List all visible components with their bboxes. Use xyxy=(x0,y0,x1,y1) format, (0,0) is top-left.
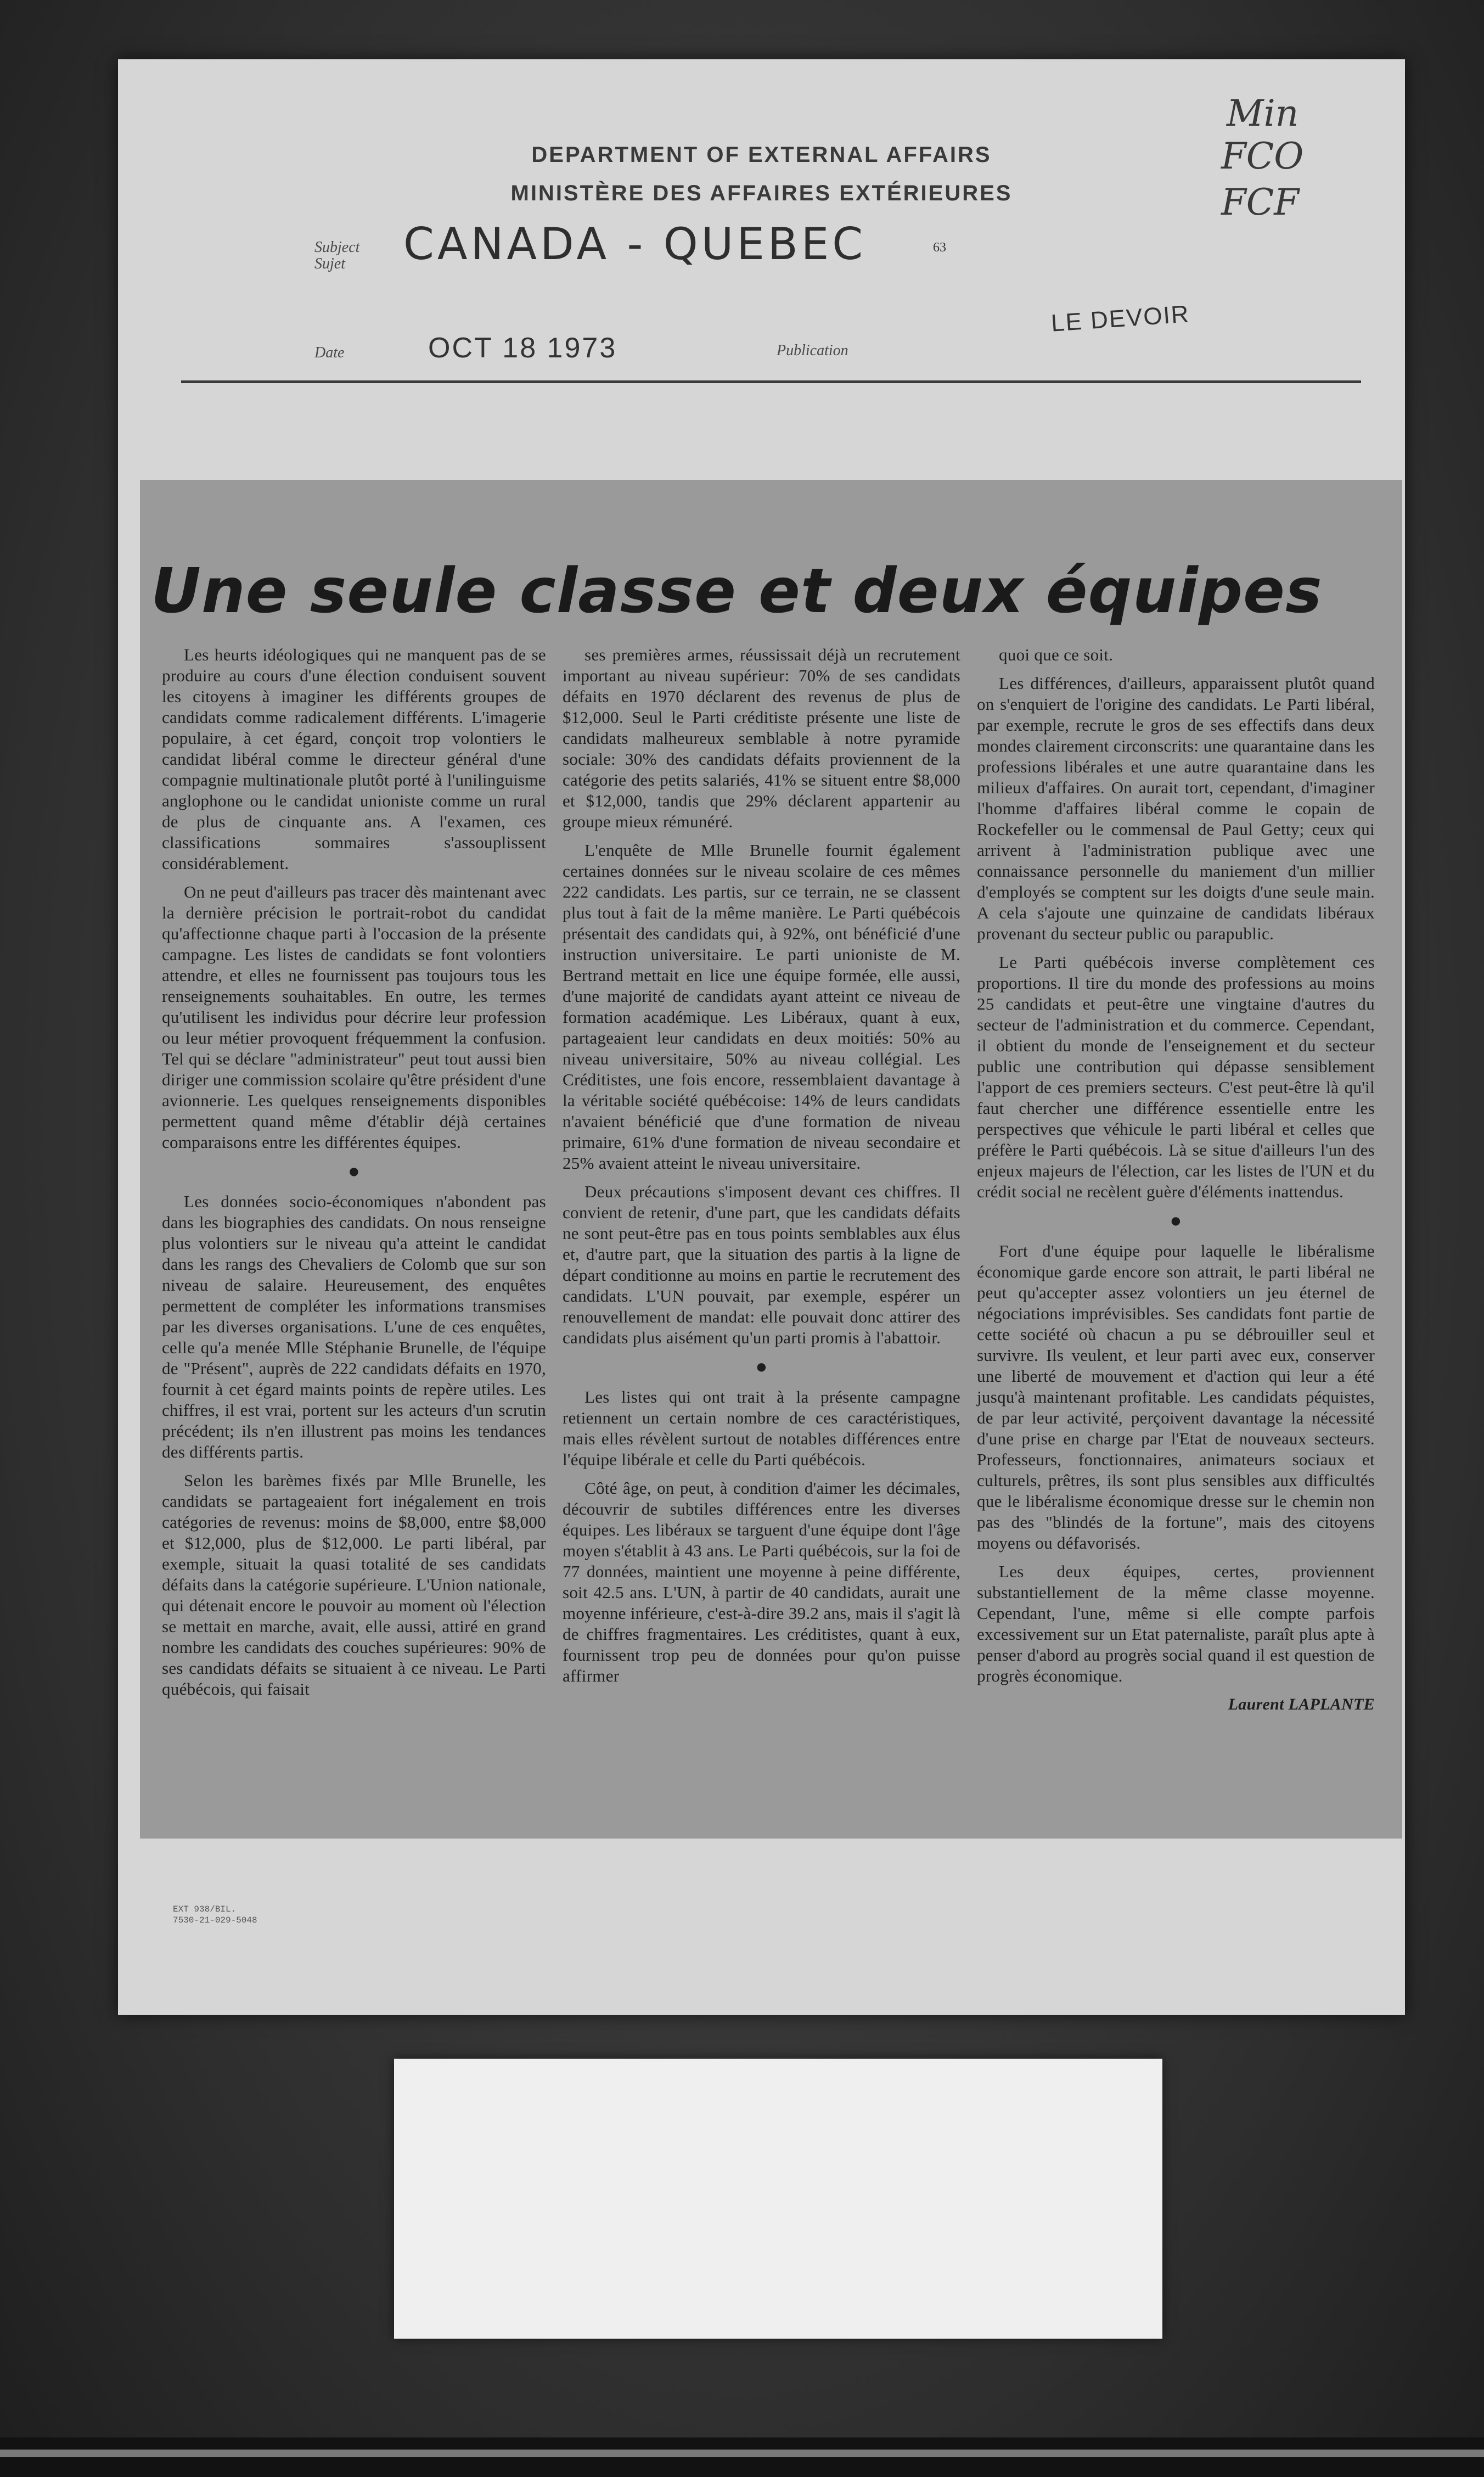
handwritten-code-3: FCF xyxy=(1221,181,1300,223)
department-title-en: DEPARTMENT OF EXTERNAL AFFAIRS xyxy=(531,143,992,167)
paragraph: Selon les barèmes fixés par Mlle Brunelle, les candidats se partageaient fort inégalement en trois catégories de revenus: moins de $8,000, entre $8,000 et $12,000, plus de $12,000. Le parti libéral, par exemple, situait la quasi totalité de ses candidats défaits dans la catégorie supérieure. L'Union nationale, qui détenait encore le pouvoir au moment où l'élection se mettait en marche, avait, elle aussi, attiré en grand nombre les candidats des couches supérieures: 90% de ses candidats défaits se situaient à ce niveau. Le Parti québécois, qui faisait xyxy=(162,1471,546,1699)
subject-label-en: Subject xyxy=(314,239,360,256)
form-number-line-2: 7530-21-029-5048 xyxy=(173,1915,257,1925)
handwritten-code-1: Min xyxy=(1227,92,1299,135)
author-byline: Laurent LAPLANTE xyxy=(1228,1695,1375,1713)
handwritten-code-2: FCO xyxy=(1221,135,1304,177)
newspaper-clipping xyxy=(140,480,1402,1839)
paragraph: Les différences, d'ailleurs, apparaissent plutôt quand on s'enquiert de l'origine des candidats. Le Parti libéral, par exemple, recrute le gros de ses effectifs dans deux mondes clairement circonscrits: une quarantaine dans les professions libérales et une autre quarantaine dans les milieux d'affaires. On aurait tort, cependant, d'imaginer l'homme d'affaires libéral comme le copain de Rockefeller ou le commensal de Paul Getty; ceux qui arrivent à l'administration publique avec une connaissance personnelle du maniement d'un millier d'employés se comptent sur les doigts d'une seule main. A cela s'ajoute une quinzaine de candidats libéraux provenant du secteur public ou parapublic. xyxy=(977,674,1375,943)
clipping-form-sheet xyxy=(118,59,1405,2015)
subject-label xyxy=(314,239,359,272)
paragraph: Fort d'une équipe pour laquelle le libéralisme économique garde encore son attrait, le parti libéral ne peut qu'accepter assez volontiers un jeu éternel de négociations imprévisibles. Ses candidats font partie de cette société où chacun a pu se débrouiller seul et survivre. Ils veulent, et leur parti avec eux, conserver une liberté de mouvement et d'action qui leur a été jusqu'à maintenant profitable. Les candidats péquistes, de par leur activité, perçoivent davantage la nécessité d'une prise en charge par l'Etat de nouveaux secteurs. Professeurs, fonctionnaires, animateurs sociaux et culturels, prêtres, ils sont plus sensibles aux difficultés que le libéralisme économique dresse sur le chemin non pas des "blindés de la fortune", mais des citoyens moyens ou défavorisés. xyxy=(977,1241,1375,1553)
section-bullet: ● xyxy=(347,1160,361,1182)
small-mark: 63 xyxy=(933,240,946,255)
article-column-3 xyxy=(977,645,1375,1715)
paragraph: Les deux équipes, certes, proviennent substantiellement de la même classe moyenne. Cependant, l'une, même si elle compte parfois excessivement sur un Etat paternaliste, paraît plus apte à penser d'abord au progrès social quand il est question de progrès économique. xyxy=(977,1562,1375,1685)
article-headline: Une seule classe et deux équipes xyxy=(151,556,1323,627)
publication-stamp: LE DEVOIR xyxy=(1050,300,1191,337)
form-number-line-1: EXT 938/BIL. xyxy=(173,1904,237,1914)
paragraph: quoi que ce soit. xyxy=(999,645,1114,664)
publication-label: Publication xyxy=(777,342,848,359)
paragraph: Les données socio-économiques n'abondent pas dans les biographies des candidats. On nous renseigne plus volontiers sur le niveau qu'a atteint le candidat dans les rangs des Chevaliers de Colomb que sur son niveau de salaire. Heureusement, des enquêtes permettent de compléter les informations transmises par les diverses organisations. L'une de ces enquêtes, celle qu'a menée Mlle Stéphanie Brunelle, de l'équipe de "Présent", auprès de 222 candidats défaits en 1970, fournit à cet égard maints points de repère utiles. Les chiffres, il est vrai, portent sur les acteurs d'un scrutin précédent; ils n'en illustrent pas moins les tendances des différents partis. xyxy=(162,1192,546,1461)
film-edge-band xyxy=(0,2437,1484,2477)
paragraph: L'enquête de Mlle Brunelle fournit également certaines données sur le niveau scolaire de ces mêmes 222 candidats. Les partis, sur ce terrain, ne se classent plus tout à fait de la même manière. Le Parti québécois présentait des candidats qui, à 92%, ont bénéficié d'une instruction universitaire. Le parti unioniste de M. Bertrand mettait en lice une équipe formée, elle aussi, d'une majorité de candidats ayant atteint ce niveau de formation académique. Les Libéraux, quant à eux, partageaient leur candidats en deux moitiés: 50% au niveau universitaire, 50% au niveau collégial. Les Créditistes, une fois encore, ressemblaient davantage à la véritable société québécoise: 14% de leurs candidats n'avaient bénéficié que d'une formation de niveau primaire, 61% d'une formation de niveau secondaire et 25% avaient atteint le niveau universitaire. xyxy=(563,840,960,1173)
subject-value: CANADA - QUEBEC xyxy=(403,218,867,270)
date-label: Date xyxy=(314,344,345,361)
paragraph: ses premières armes, réussissait déjà un recrutement important au niveau supérieur: 70% de ses candidats défaits en 1970 déclarent des revenus de plus de $12,000. Seul le Parti créditiste présente une liste de candidats malheureux semblable à notre pyramide sociale: 30% des candidats défaits proviennent de la catégorie des petits salariés, 41% se situent entre $8,000 et $12,000, tandis que 29% déclarent appartenir au groupe mieux rémunéré. xyxy=(563,645,960,831)
form-rule xyxy=(181,380,1361,383)
article-column-1 xyxy=(162,645,546,1707)
paragraph: Côté âge, on peut, à condition d'aimer les décimales, découvrir de subtiles différences entre les diverses équipes. Les libéraux se targuent d'une équipe dont l'âge moyen s'établit à 43 ans. Le Parti québécois, sur la foi de 77 données, maintient une moyenne à peine différente, soit 42.5 ans. L'UN, à partir de 40 candidats, aurait une moyenne inférieure, c'est-à-dire 39.2 ans, mais il s'agit là de chiffres fragmentaires. Les créditistes, quant à eux, fournissent trop peu de données pour qu'on puisse affirmer xyxy=(563,1478,960,1685)
department-title-fr: MINISTÈRE DES AFFAIRES EXTÉRIEURES xyxy=(510,181,1013,205)
paragraph: Le Parti québécois inverse complètement ces proportions. Il tire du monde des professions au moins 25 candidats et peut-être une vingtaine d'autres du secteur de l'administration et du commerce. Cependant, il obtient du monde de l'enseignement et du secteur public une contribution qui dépasse sensiblement l'apport de ces premiers secteurs. C'est peut-être là qu'il faut chercher une différence essentielle entre les perspectives que véhicule le parti libéral et celles que préfère le Parti québécois. Là se situe d'ailleurs l'un des enjeux majeurs de l'élection, car les listes de l'UN et du crédit social ne recèlent guère d'éléments inattendus. xyxy=(977,952,1375,1201)
section-bullet: ● xyxy=(1170,1209,1182,1231)
paragraph: Deux précautions s'imposent devant ces chiffres. Il convient de retenir, d'une part, que les candidats défaits ne sont peut-être pas en tous points semblables aux élus et, d'autre part, que la situation des partis à la ligne de départ conditionne au moins en partie le recrutement des candidats. L'UN pouvait, par exemple, espérer un renouvellement de mandat: elle pouvait donc attirer des candidats plus aisément qu'un parti promis à l'abattoir. xyxy=(563,1182,960,1347)
article-column-2 xyxy=(563,645,960,1694)
paragraph: On ne peut d'ailleurs pas tracer dès maintenant avec la dernière précision le portrait-robot du candidat qu'affectionne chaque parti à l'occasion de la présente campagne. Les listes de candidats se font volontiers attendre, et elles ne fournissent pas toujours tous les renseignements souhaitables. En outre, les termes qu'utilisent les individus pour décrire leur profession ou leur métier provoquent fréquemment la confusion. Tel qui se déclare "administrateur" peut tout aussi bien diriger une commission scolaire qu'être président d'une avionnerie. Les quelques renseignements disponibles permettent quand même d'établir déjà certaines comparaisons entre les différentes équipes. xyxy=(162,882,546,1152)
date-stamp: OCT 18 1973 xyxy=(428,332,617,364)
subject-label-fr: Sujet xyxy=(314,255,345,272)
section-bullet: ● xyxy=(755,1355,768,1377)
blank-slip xyxy=(394,2059,1162,2339)
paragraph: Les listes qui ont trait à la présente campagne retiennent un certain nombre de ces caractéristiques, mais elles révèlent surtout de notables différences entre l'équipe libérale et celle du Parti québécois. xyxy=(563,1387,960,1469)
form-number xyxy=(173,1904,257,1926)
film-edge-strip xyxy=(0,2450,1484,2457)
paragraph: Les heurts idéologiques qui ne manquent pas de se produire au cours d'une élection conduisent souvent les citoyens à imaginer les différents groupes de candidats comme radicalement différents. L'imagerie populaire, à cet égard, conçoit trop volontiers le candidat libéral comme le directeur général d'une compagnie multinationale plutôt porté à l'unilinguisme anglophone ou le candidat unioniste comme un rural de plus de cinquante ans. A l'examen, ces classifications sommaires s'assouplissent considérablement. xyxy=(162,645,546,873)
